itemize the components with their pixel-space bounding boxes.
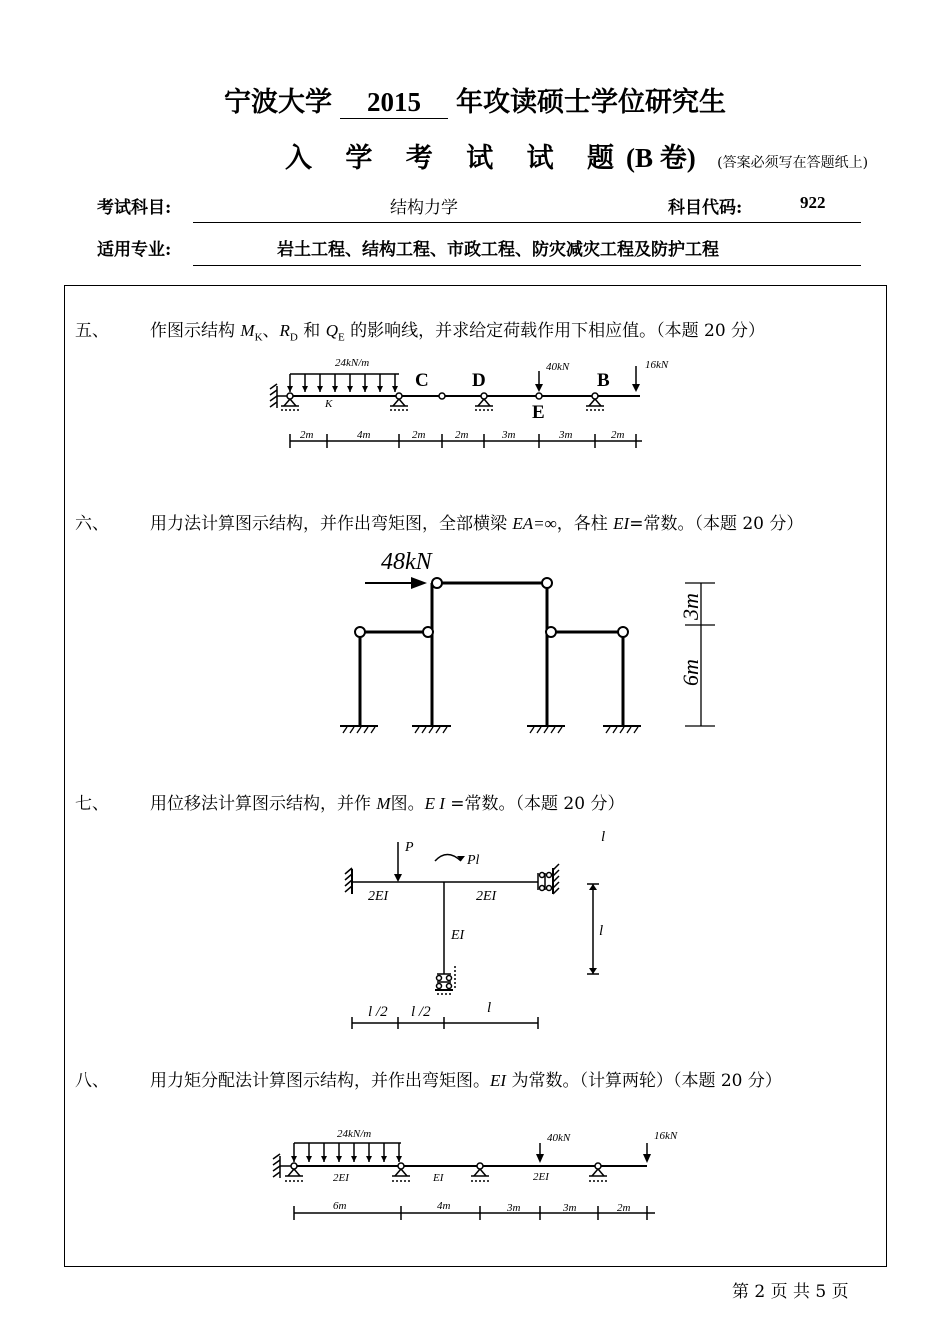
dimension-label: 2m: [300, 429, 314, 441]
stiffness-label: 2EI: [476, 889, 497, 904]
point-e: [536, 393, 542, 399]
dimension-label: l /2: [411, 1004, 431, 1020]
question-number: 五、: [75, 321, 109, 341]
dimension-label: 3m: [502, 429, 516, 441]
symbol-m: M: [240, 321, 255, 340]
stiffness-label: EI: [451, 928, 465, 943]
roller-support: [390, 393, 408, 406]
text-part: 作图示结构: [150, 321, 241, 341]
subject-label: 考试科目:: [97, 198, 172, 218]
major-value: 岩土工程、结构工程、市政工程、防灾减灾工程及防护工程: [277, 240, 719, 260]
udl-label: 24kN/m: [337, 1128, 372, 1140]
udl-label: 24kN/m: [335, 357, 370, 369]
symbol-q: Q: [325, 321, 338, 340]
text-part: =常数。（本题 20 分）: [629, 514, 804, 534]
dimension-label: 4m: [357, 429, 371, 441]
text-part: 、: [262, 321, 280, 341]
code-label: 科目代码:: [668, 198, 743, 218]
dimension-label: 3m: [563, 1202, 577, 1214]
symbol-ei: E I: [424, 794, 445, 813]
hinge-c: [439, 393, 445, 399]
question-text: [150, 789, 624, 814]
length-label: l: [599, 923, 604, 939]
text-part: 用力矩分配法计算图示结构，并作出弯矩图。: [150, 1071, 490, 1091]
text-part: 的影响线，并求给定荷载作用下相应值。（本题 20 分）: [344, 321, 766, 341]
label-c: C: [415, 370, 429, 391]
text-part: ，各柱: [556, 514, 614, 534]
dimension-label: 2m: [617, 1202, 631, 1214]
figure-q6: [360, 583, 623, 726]
symbol-m: M: [376, 794, 391, 813]
load-p: P: [405, 840, 414, 855]
moment-pl: Pl: [467, 853, 480, 868]
subject-value: 结构力学: [390, 198, 458, 218]
stiffness-label: 2EI: [368, 889, 389, 904]
label-e: E: [532, 402, 545, 423]
subscript: D: [289, 331, 298, 344]
code-value: 922: [800, 193, 826, 212]
text-part: 用位移法计算图示结构，并作: [150, 794, 377, 814]
exam-title: [0, 80, 950, 119]
roller-support: [475, 393, 493, 406]
text-part: 和: [297, 321, 326, 341]
question-box: [64, 285, 887, 1267]
question-number: 七、: [75, 794, 109, 814]
label-b: B: [597, 370, 610, 391]
symbol-ei: EI: [613, 514, 630, 533]
text-part: 图。: [390, 794, 425, 814]
dimension-label: 2m: [412, 429, 426, 441]
dimension-label: 4m: [437, 1200, 451, 1212]
dimension-label: 3m: [507, 1202, 521, 1214]
symbol-ea: EA=∞: [512, 514, 557, 533]
symbol-ei: EI: [490, 1071, 507, 1090]
answer-note: (答案必须写在答题纸上): [717, 155, 869, 171]
title-suffix: 年攻读硕士学位研究生: [456, 87, 726, 118]
question-text: [150, 509, 803, 534]
major-label: 适用专业:: [97, 240, 172, 260]
question-number: 八、: [75, 1071, 109, 1091]
figure-q7: [345, 842, 599, 1029]
stiffness-label: 2EI: [533, 1171, 549, 1183]
exam-subtitle: [285, 136, 868, 175]
figure-q5: [65, 286, 886, 1266]
page-footer: 第 2 页 共 5 页: [732, 1282, 849, 1302]
text-part: =常数。（本题 20 分）: [444, 794, 625, 814]
dimension-label: 6m: [333, 1200, 347, 1212]
roller-support: [586, 393, 604, 406]
roller-support: [281, 393, 299, 406]
question-number: 六、: [75, 514, 109, 534]
stiffness-label: EI: [433, 1172, 444, 1184]
info-divider: [193, 265, 861, 266]
label-d: D: [472, 370, 486, 391]
length-label: l: [601, 829, 606, 845]
dimension-label: 6m: [678, 659, 703, 686]
subtitle-text: 入 学 考 试 试 题: [285, 143, 626, 174]
university-name: 宁波大学: [224, 87, 332, 118]
dimension-label: l /2: [368, 1004, 388, 1020]
dimension-label: 3m: [678, 593, 703, 620]
info-divider: [193, 222, 861, 223]
dimension-label: l: [487, 1000, 492, 1016]
subscript: K: [254, 331, 263, 344]
force-label: 48kN: [381, 549, 432, 575]
load-label: 40kN: [547, 1132, 571, 1144]
load-label: 40kN: [546, 361, 570, 373]
label-k: K: [325, 398, 333, 410]
stiffness-label: 2EI: [333, 1172, 349, 1184]
dimension-label: 3m: [559, 429, 573, 441]
subscript: E: [337, 331, 345, 344]
load-label: 16kN: [645, 359, 669, 371]
load-label: 16kN: [654, 1130, 678, 1142]
paper-type: (B 卷): [626, 143, 696, 173]
figure-q8: [273, 1143, 655, 1220]
exam-year: 2015: [340, 87, 448, 119]
text-part: 用力法计算图示结构，并作出弯矩图，全部横梁: [150, 514, 513, 534]
dimension-label: 2m: [455, 429, 469, 441]
text-part: 为常数。（计算两轮）（本题 20 分）: [506, 1071, 782, 1091]
dimension-label: 2m: [611, 429, 625, 441]
question-text: [150, 1066, 782, 1091]
symbol-r: R: [279, 321, 290, 340]
